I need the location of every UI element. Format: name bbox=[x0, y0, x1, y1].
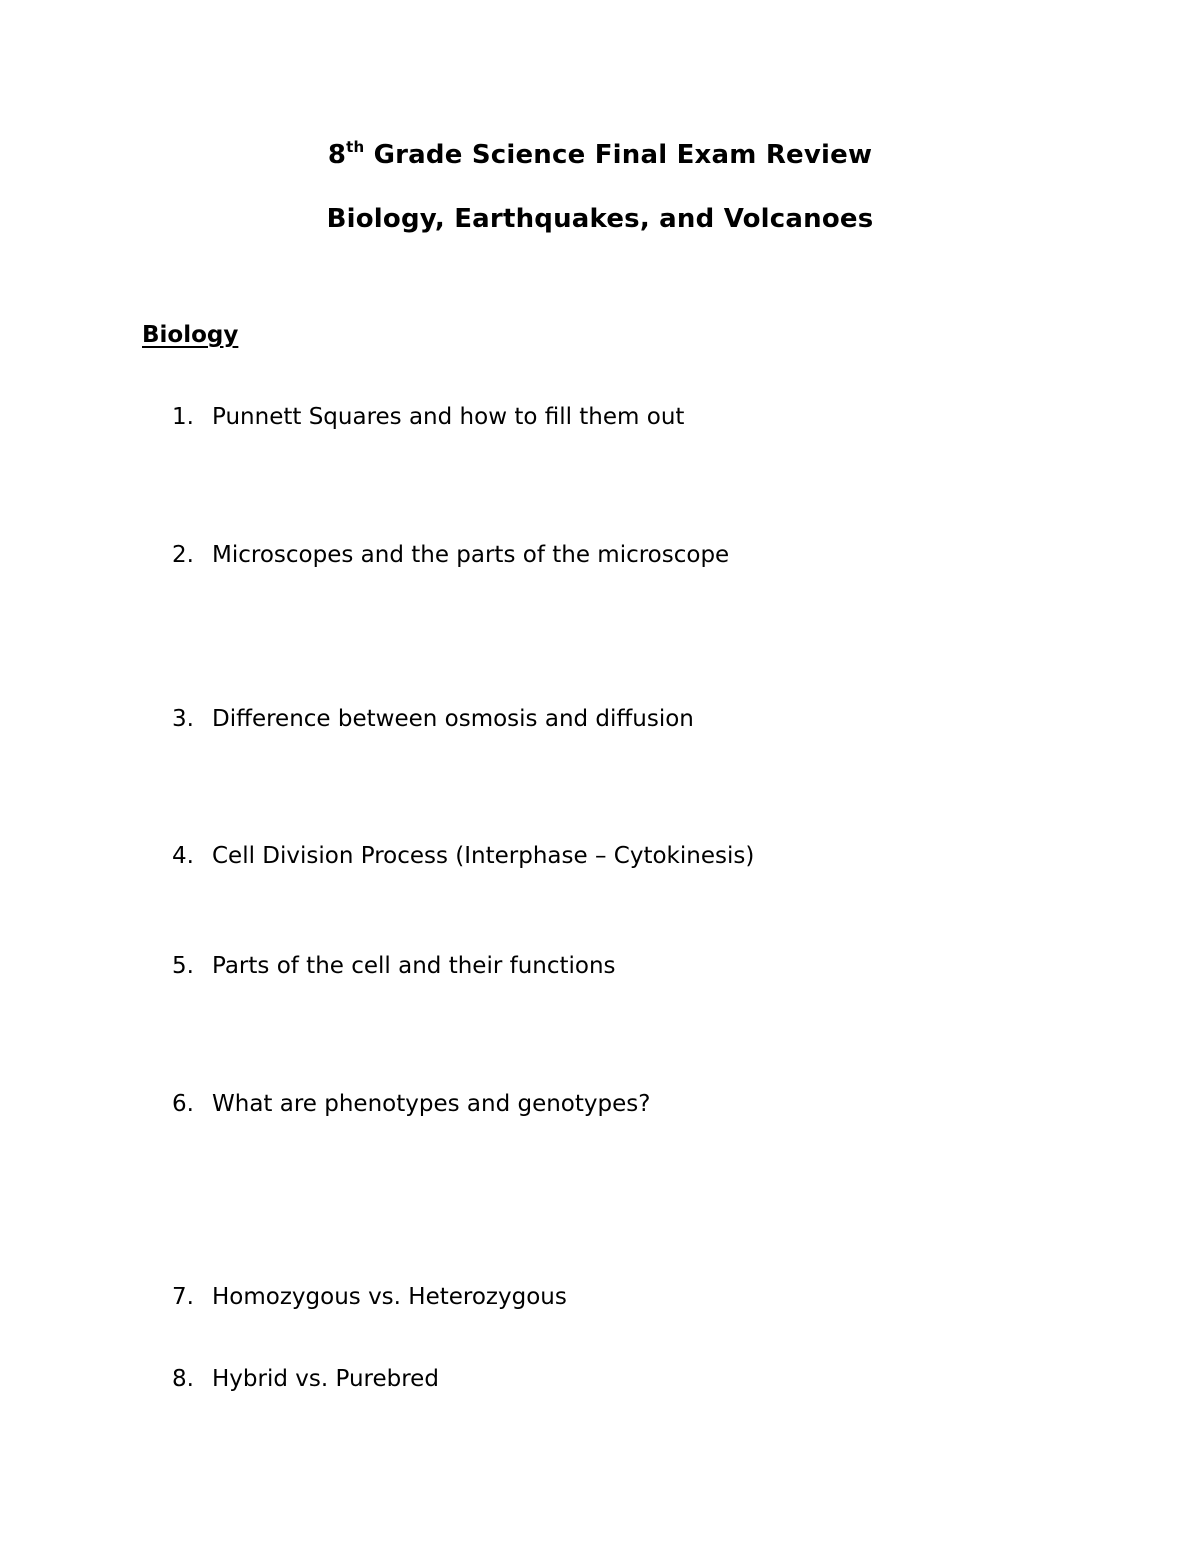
list-item-number: 4. bbox=[172, 843, 194, 869]
list-item-number: 6. bbox=[172, 1091, 194, 1117]
list-item bbox=[172, 843, 754, 869]
page-title bbox=[0, 140, 1200, 170]
section-heading-biology: Biology bbox=[142, 322, 239, 348]
list-item bbox=[172, 953, 616, 979]
list-item-number: 5. bbox=[172, 953, 194, 979]
list-item-text: Microscopes and the parts of the microscope bbox=[212, 542, 730, 568]
list-item-text: Punnett Squares and how to fill them out bbox=[212, 404, 685, 430]
list-item-number: 1. bbox=[172, 404, 194, 430]
list-item-text: Parts of the cell and their functions bbox=[212, 953, 616, 979]
page-subtitle: Biology, Earthquakes, and Volcanoes bbox=[326, 204, 874, 234]
list-item-text: Difference between osmosis and diffusion bbox=[212, 706, 694, 732]
title-superscript: th bbox=[346, 138, 365, 156]
list-item-number: 8. bbox=[172, 1366, 194, 1392]
list-item bbox=[172, 1284, 567, 1310]
list-item-text: Homozygous vs. Heterozygous bbox=[212, 1284, 567, 1310]
list-item bbox=[172, 1366, 439, 1392]
list-item-number: 2. bbox=[172, 542, 194, 568]
list-item bbox=[172, 1091, 650, 1117]
list-item bbox=[172, 542, 729, 568]
list-item bbox=[172, 706, 694, 732]
list-item-number: 3. bbox=[172, 706, 194, 732]
list-item-text: Cell Division Process (Interphase – Cytokinesis) bbox=[212, 843, 755, 869]
list-item bbox=[172, 404, 684, 430]
title-text: Grade Science Final Exam Review bbox=[364, 140, 873, 170]
list-item-number: 7. bbox=[172, 1284, 194, 1310]
title-number: 8 bbox=[327, 140, 347, 170]
list-item-text: What are phenotypes and genotypes? bbox=[212, 1091, 651, 1117]
list-item-text: Hybrid vs. Purebred bbox=[212, 1366, 439, 1392]
